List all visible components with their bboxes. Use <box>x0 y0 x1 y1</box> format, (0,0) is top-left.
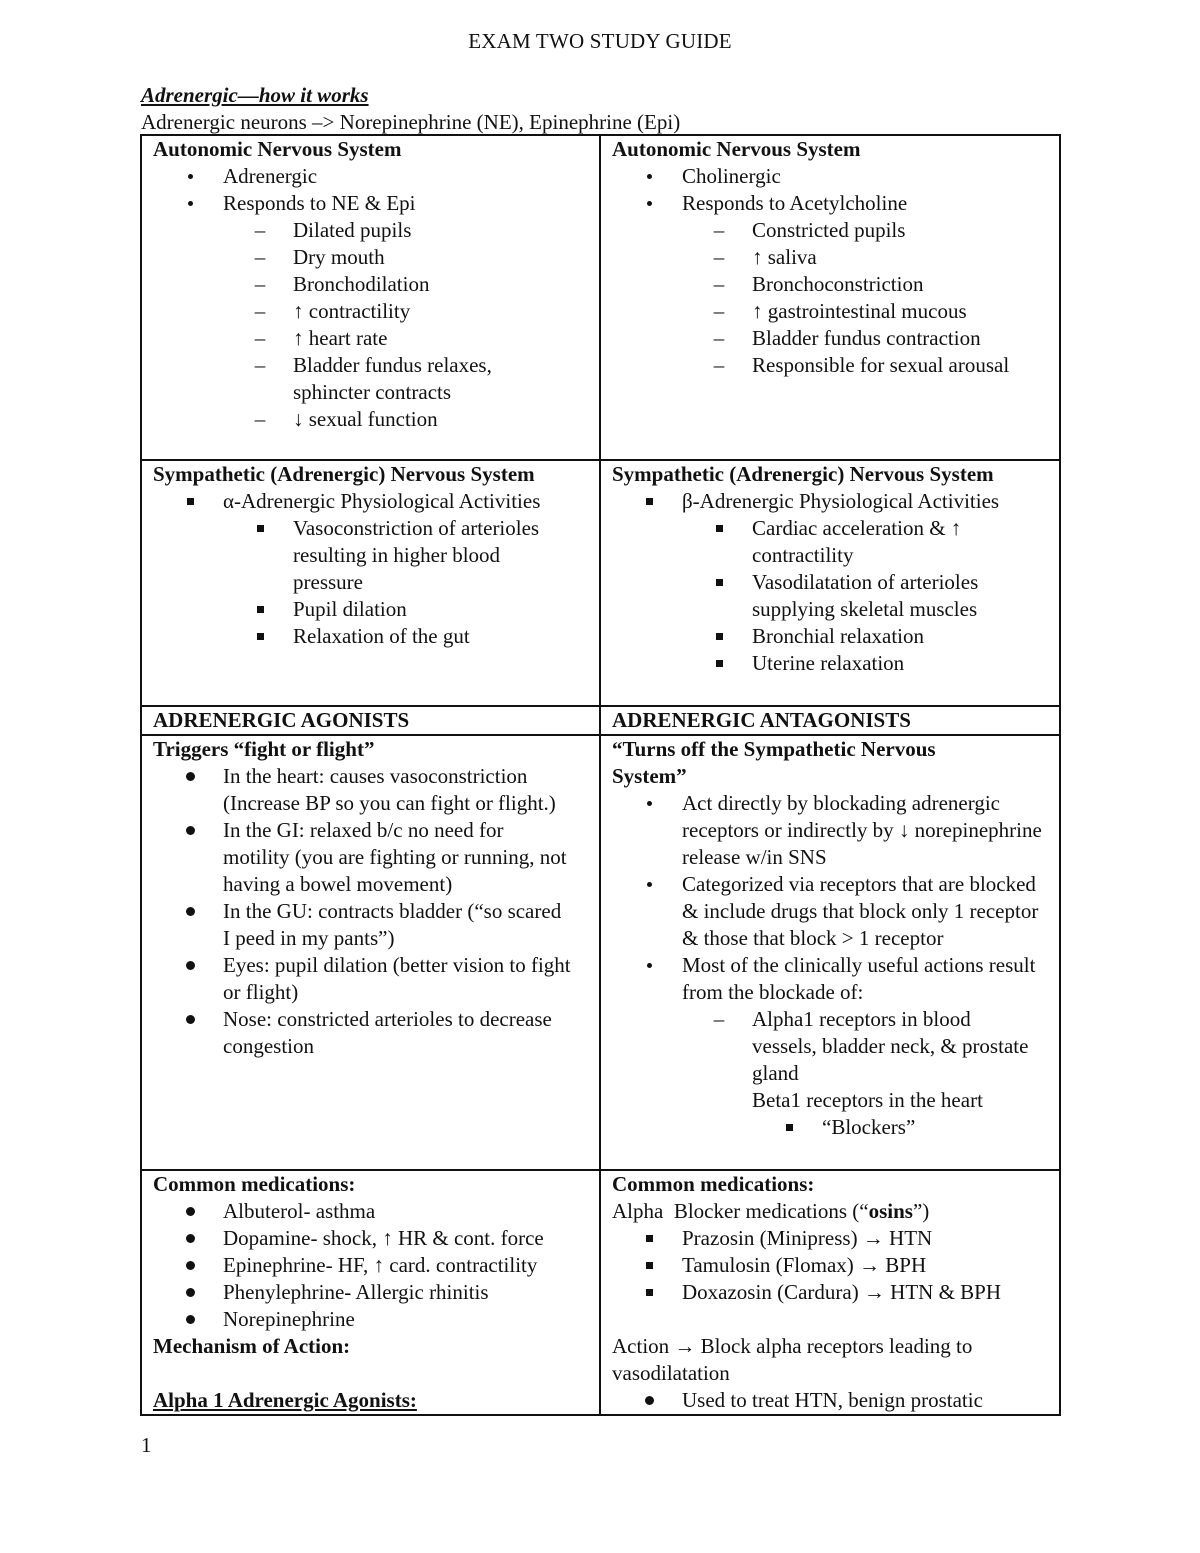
square-bullet-icon <box>646 1262 653 1269</box>
intro-line: Adrenergic neurons –> Norepinephrine (NE), Epinephrine (Epi) <box>141 110 681 134</box>
square-bullet-icon <box>786 1124 793 1131</box>
dash-icon: – <box>713 299 725 323</box>
bullet-icon <box>186 1234 195 1243</box>
alpha-blocker-line: Alpha Blocker medications (“osins”) <box>612 1199 930 1223</box>
square-bullet-icon <box>716 525 723 532</box>
page-number: 1 <box>141 1433 152 1457</box>
alpha-activities-cell <box>141 460 600 706</box>
cell-heading: Autonomic Nervous System <box>612 137 861 161</box>
dash-icon: – <box>713 218 725 242</box>
list-item: In the GI: relaxed b/c no need for motility (you are fighting or running, not having a bowel movement) <box>153 817 593 898</box>
bullet-icon <box>186 907 195 916</box>
dash-icon: – <box>254 299 266 323</box>
dash-icon: – <box>713 245 725 269</box>
list-item: – ↓ sexual function <box>223 406 593 433</box>
list-item: In the heart: causes vasoconstriction (Increase BP so you can fight or flight.) <box>153 763 593 817</box>
bullet-icon <box>647 174 652 179</box>
list-item: – Dilated pupils <box>223 217 593 244</box>
list-item: Vasodilatation of arterioles supplying skeletal muscles <box>682 569 1053 623</box>
list-item: – Responsible for sexual arousal <box>682 352 1053 379</box>
list-item: Vasoconstriction of arterioles resulting in higher blood pressure <box>223 515 593 596</box>
ans-cholinergic-cell <box>600 135 1060 460</box>
bullet-icon <box>188 201 193 206</box>
list-item: – Bladder fundus contraction <box>682 325 1053 352</box>
beta-activities-cell <box>600 460 1060 706</box>
list-item: Norepinephrine <box>153 1306 593 1333</box>
dash-icon: – <box>713 272 725 296</box>
section-heading: Adrenergic—how it works <box>141 83 369 107</box>
bullet-list <box>612 488 1053 677</box>
list-item: In the GU: contracts bladder (“so scared I peed in my pants”) <box>153 898 593 952</box>
list-item: – Bronchodilation <box>223 271 593 298</box>
sub-list <box>682 1006 1053 1141</box>
dash-icon: – <box>713 353 725 377</box>
list-item: – ↑ saliva <box>682 244 1053 271</box>
bullet-icon <box>186 1288 195 1297</box>
dash-icon: – <box>713 326 725 350</box>
bullet-icon <box>186 1207 195 1216</box>
list-item: α-Adrenergic Physiological Activities Vasoconstriction of arterioles resulting in higher blood pressure Pupil dilation Relaxation of the gut <box>153 488 593 650</box>
table-row <box>141 460 1060 706</box>
square-bullet-icon <box>257 633 264 640</box>
list-item: – ↑ heart rate <box>223 325 593 352</box>
dash-icon: – <box>254 407 266 431</box>
agonists-cell <box>141 735 600 1170</box>
action-line: Action → Block alpha receptors leading to vasodilatation <box>612 1334 973 1385</box>
square-bullet-icon <box>646 1235 653 1242</box>
list-item: – ↑ gastrointestinal mucous <box>682 298 1053 325</box>
list-item: Act directly by blockading adrenergic receptors or indirectly by ↓ norepinephrine release w/in SNS <box>612 790 1053 871</box>
dash-icon: – <box>713 1007 725 1031</box>
antagonists-cell <box>600 735 1060 1170</box>
dash-icon: – <box>254 353 266 377</box>
dash-icon: – <box>254 272 266 296</box>
square-bullet-icon <box>187 498 194 505</box>
list-item: Categorized via receptors that are blocked & include drugs that block only 1 receptor & those that block > 1 receptor <box>612 871 1053 952</box>
list-item: – Dry mouth <box>223 244 593 271</box>
list-item: Responds to NE & Epi – Dilated pupils – Dry mouth – Bronchodilation – ↑ contractility – ↑ heart rate – Bladder fundus relaxes, sphincter contracts – ↓ sexual function <box>153 190 593 433</box>
list-item: β-Adrenergic Physiological Activities Cardiac acceleration & ↑ contractility Vasodilatation of arterioles supplying skeletal muscles Bronchial relaxation Uterine relaxation <box>612 488 1053 677</box>
cell-heading: Sympathetic (Adrenergic) Nervous System <box>612 462 994 486</box>
bullet-icon <box>647 801 652 806</box>
list-item: Cardiac acceleration & ↑ contractility <box>682 515 1053 569</box>
table-row <box>141 1170 1060 1415</box>
table-row <box>141 735 1060 1170</box>
list-item: Epinephrine- HF, ↑ card. contractility <box>153 1252 593 1279</box>
bullet-icon <box>188 174 193 179</box>
square-bullet-icon <box>716 660 723 667</box>
sub-list <box>223 515 593 650</box>
bullet-list <box>153 763 593 1060</box>
bullet-icon <box>186 1315 195 1324</box>
list-item: Nose: constricted arterioles to decrease congestion <box>153 1006 593 1060</box>
dash-icon: – <box>254 245 266 269</box>
square-bullet-icon <box>646 498 653 505</box>
list-item: Tamulosin (Flomax) → BPH <box>612 1252 1053 1279</box>
list-item: Prazosin (Minipress) → HTN <box>612 1225 1053 1252</box>
dash-icon: – <box>254 326 266 350</box>
cell-heading: Triggers “fight or flight” <box>153 737 375 761</box>
cell-heading: Common medications: <box>153 1172 356 1196</box>
alpha1-agonists-heading: Alpha 1 Adrenergic Agonists: <box>153 1388 417 1412</box>
cell-heading: Sympathetic (Adrenergic) Nervous System <box>153 462 535 486</box>
list-item: Eyes: pupil dilation (better vision to fight or flight) <box>153 952 593 1006</box>
bullet-icon <box>645 1396 654 1405</box>
bullet-icon <box>186 1015 195 1024</box>
list-item: – Bronchoconstriction <box>682 271 1053 298</box>
bullet-list <box>153 488 593 650</box>
square-bullet-icon <box>716 633 723 640</box>
mechanism-heading: Mechanism of Action: <box>153 1334 351 1358</box>
square-bullet-icon <box>646 1289 653 1296</box>
bullet-list <box>612 1225 1053 1306</box>
list-item: Doxazosin (Cardura) → HTN & BPH <box>612 1279 1053 1306</box>
bullet-list <box>612 790 1053 1141</box>
bullet-icon <box>186 1261 195 1270</box>
cell-heading: Autonomic Nervous System <box>153 137 402 161</box>
ans-adrenergic-cell <box>141 135 600 460</box>
bullet-icon <box>647 201 652 206</box>
list-item: Responds to Acetylcholine – Constricted pupils – ↑ saliva – Bronchoconstriction – ↑ gastrointestinal mucous – Bladder fundus contraction – Responsible for sexual arousal <box>612 190 1053 379</box>
bullet-list <box>153 163 593 433</box>
sub-sub-list <box>752 1114 1033 1141</box>
antagonists-header: ADRENERGIC ANTAGONISTS <box>600 706 1060 735</box>
list-item: Pupil dilation <box>223 596 593 623</box>
list-item: Most of the clinically useful actions result from the blockade of: – Alpha1 receptors in blood vessels, bladder neck, & prostate gland Beta1 receptors in the heart “Blockers” <box>612 952 1053 1141</box>
list-item: – ↑ contractility <box>223 298 593 325</box>
antagonist-medications-cell <box>600 1170 1060 1415</box>
list-item: “Blockers” <box>752 1114 1033 1141</box>
list-item: – Constricted pupils <box>682 217 1053 244</box>
list-item: Relaxation of the gut <box>223 623 593 650</box>
square-bullet-icon <box>257 606 264 613</box>
sub-list <box>682 217 1053 379</box>
square-bullet-icon <box>257 525 264 532</box>
table-row <box>141 706 1060 735</box>
sub-list <box>223 217 593 433</box>
dash-icon: – <box>254 218 266 242</box>
list-item: Phenylephrine- Allergic rhinitis <box>153 1279 593 1306</box>
list-item: Adrenergic <box>153 163 593 190</box>
cell-heading: Common medications: <box>612 1172 815 1196</box>
bullet-icon <box>647 882 652 887</box>
square-bullet-icon <box>716 579 723 586</box>
bullet-list <box>153 1198 593 1333</box>
page-title: EXAM TWO STUDY GUIDE <box>468 29 732 53</box>
list-item: Uterine relaxation <box>682 650 1053 677</box>
bullet-list <box>612 163 1053 379</box>
bullet-icon <box>647 963 652 968</box>
list-item: Bronchial relaxation <box>682 623 1053 650</box>
agonists-header: ADRENERGIC AGONISTS <box>141 706 600 735</box>
bullet-icon <box>186 961 195 970</box>
table-row <box>141 135 1060 460</box>
list-item: Used to treat HTN, benign prostatic <box>612 1387 1053 1414</box>
bullet-icon <box>186 772 195 781</box>
list-item: – Bladder fundus relaxes, sphincter contracts <box>223 352 593 406</box>
list-item: Cholinergic <box>612 163 1053 190</box>
continuation-line: Beta1 receptors in the heart <box>752 1088 983 1112</box>
bullet-icon <box>186 826 195 835</box>
list-item: Albuterol- asthma <box>153 1198 593 1225</box>
bullet-list <box>612 1387 1053 1414</box>
list-item: Dopamine- shock, ↑ HR & cont. force <box>153 1225 593 1252</box>
sub-list <box>682 515 1053 677</box>
agonist-medications-cell <box>141 1170 600 1415</box>
cell-heading: “Turns off the Sympathetic Nervous System” <box>612 737 936 788</box>
list-item: – Alpha1 receptors in blood vessels, bladder neck, & prostate gland Beta1 receptors in the heart “Blockers” <box>682 1006 1053 1141</box>
study-guide-table <box>140 134 1061 1416</box>
